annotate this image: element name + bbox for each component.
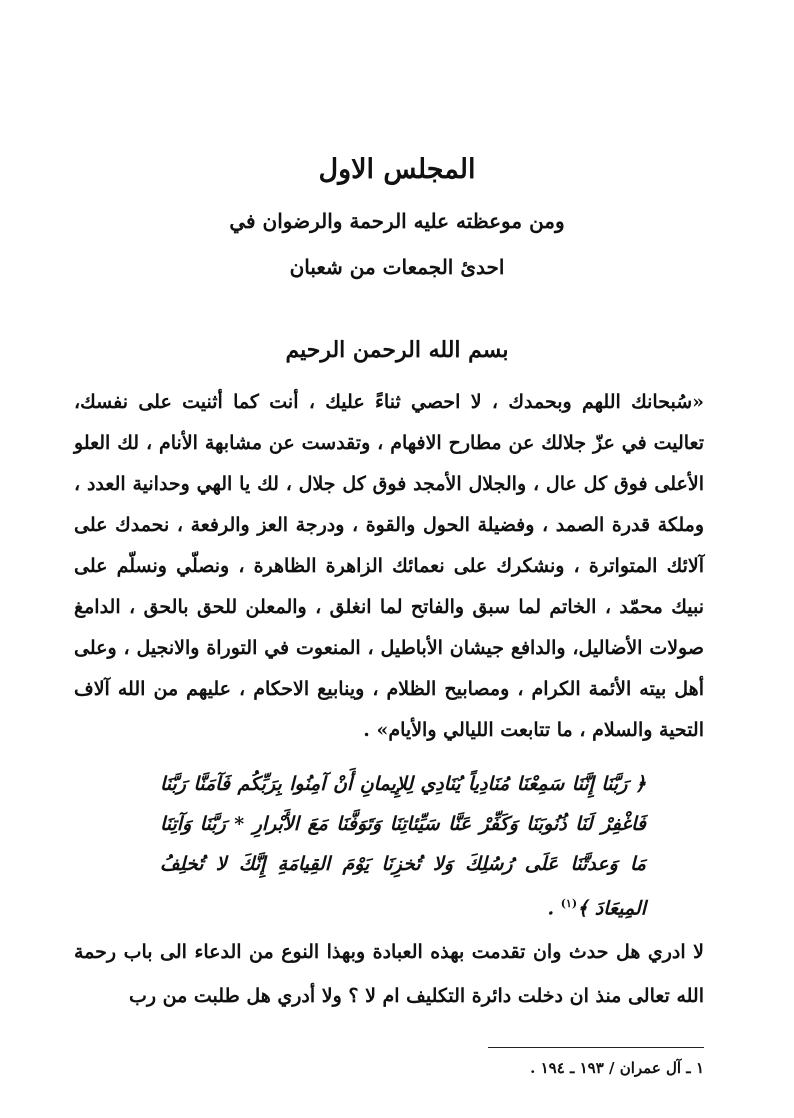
footnote-marker: (١)	[560, 897, 578, 910]
verse-text: ﴿ رَبَّنَا إِنَّنَا سَمِعْنَا مُنَادِياً يُنَادِي لِلإِيمانِ أَنْ آمِنُوا بِرَبِّكُم فَآمَنَّا رَبَّنَا فَاغْفِرْ لَنَا ذُنُوبَنَا وَكَفِّرْ عَنَّا سَيِّئاتِنَا وَتَوَفَّنَا مَعَ الأَبْرارِ * رَبَّنَا وَآتِنَا مَا وَعدتَّنَا عَلَى رُسُلِكَ وَلا تُخزِنَا يَوْمَ القِيامَةِ إِنَّكَ لا تُخلِفُ المِيعَادَ ﴾	[160, 773, 646, 920]
body-paragraph: «سُبحانك اللهم وبحمدك ، لا احصي ثناءً عليك ، أنت كما أثنيت على نفسك، تعاليت في عزّ جلالك عن مطارح الافهام ، وتقدست عن مشابهة الأنام ، لك العلو الأعلى فوق كل عال ، والجلال الأمجد فوق كل جلال ، لك يا الهي وحدانية العدد ، وملكة قدرة الصمد ، وفضيلة الحول والقوة ، ودرجة العز والرفعة ، نحمدك على آلائك المتواترة ، ونشكرك على نعمائك الزاهرة الظاهرة ، ونصلّي ونسلّم على نبيك محمّد ، الخاتم لما سبق والفاتح لما انغلق ، والمعلن للحق بالحق ، الدامغ صولات الأضاليل، والدافع جيشان الأباطيل ، المنعوت في التوراة والانجيل ، وعلى أهل بيته الأئمة الكرام ، ومصابيح الظلام ، وينابيع الاحكام ، عليهم من الله آلاف التحية والسلام ، ما تتابعت الليالي والأيام» .	[74, 391, 704, 741]
verse-end: .	[547, 897, 561, 920]
subtitle-line-2: احدئ الجمعات من شعبان	[289, 255, 505, 279]
footnote-divider	[488, 1047, 704, 1048]
basmala: بسم الله الرحمن الرحيم	[285, 337, 509, 363]
page-subtitle	[80, 198, 714, 290]
footnote: ١ ـ آل عمران / ١٩٣ ـ ١٩٤ .	[530, 1059, 704, 1077]
page-title: المجلس الاول	[318, 154, 476, 185]
subtitle-line-1: ومن موعظته عليه الرحمة والرضوان في	[229, 209, 565, 233]
continuation-paragraph: لا ادري هل حدث وان تقدمت بهذه العبادة وبهذا النوع من الدعاء الى باب رحمة الله تعالى منذ ان دخلت دائرة التكليف ام لا ؟ ولا أدري هل طلبت من رب	[74, 941, 704, 1007]
quran-verse	[160, 764, 646, 928]
